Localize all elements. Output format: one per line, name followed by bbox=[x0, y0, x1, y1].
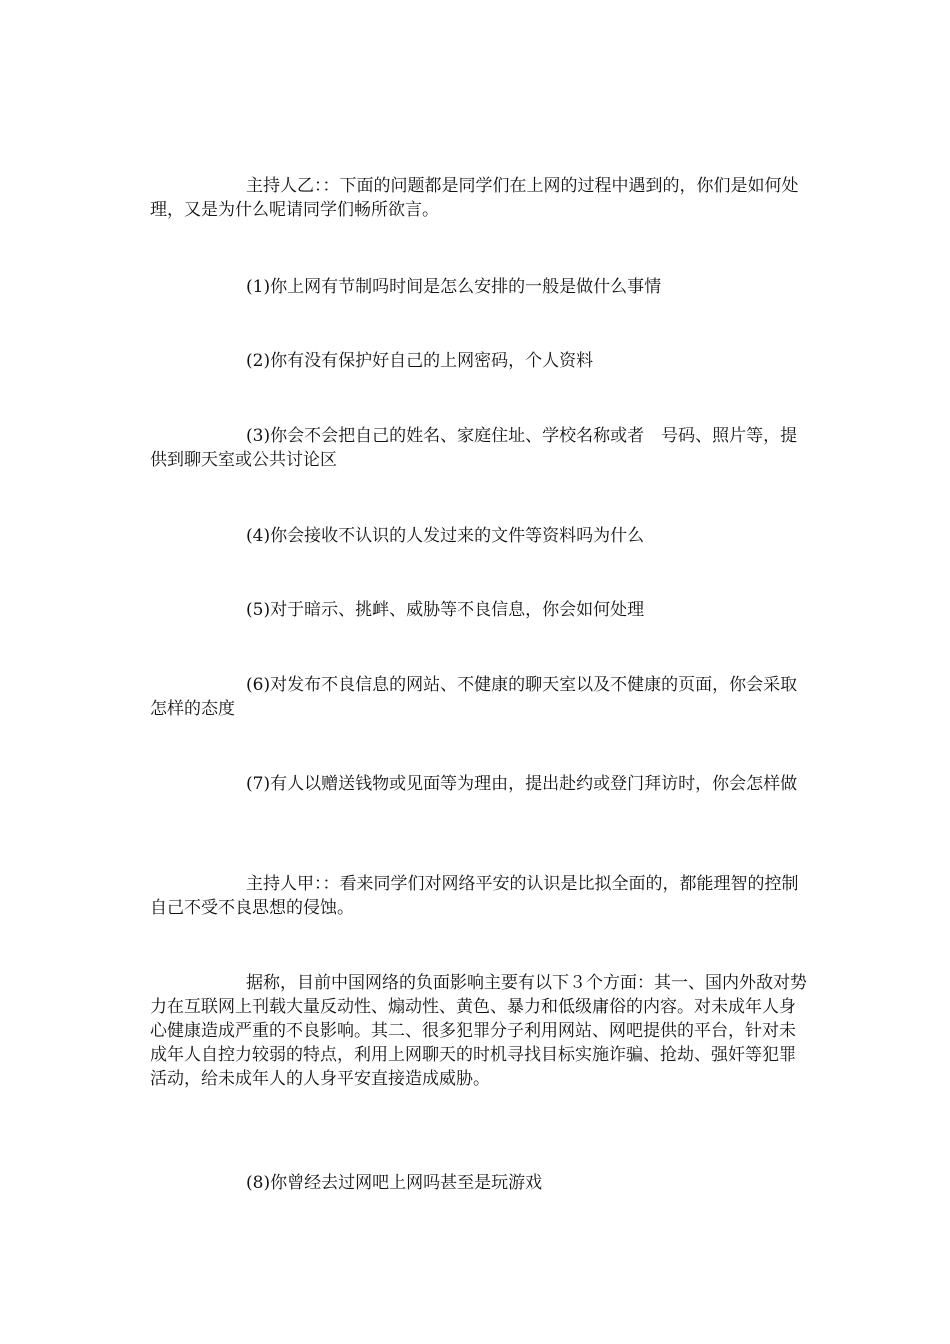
paragraph-question-6: (6)对发布不良信息的网站、不健康的聊天室以及不健康的页面，你会采取怎样的态度 bbox=[150, 675, 798, 719]
paragraph-question-8: (8)你曾经去过网吧上网吗甚至是玩游戏 bbox=[246, 1173, 543, 1193]
paragraph-negative-effects: 据称，目前中国网络的负面影响主要有以下３个方面：其一、国内外敌对势力在互联网上刊载大量反动性、煽动性、黄色、暴力和低级庸俗的内容。对未成年人身心健康造成严重的不良影响。其二、很多犯罪分子利用网站、网吧提供的平台，针对未成年人自控力较弱的特点，利用上网聊天的时机寻找目标实施诈骗、抢劫、强奸等犯罪活动，给未成年人的人身平安直接造成威胁。 bbox=[150, 973, 807, 1089]
paragraph-host-b-intro: 主持人乙：：下面的问题都是同学们在上网的过程中遇到的，你们是如何处理，又是为什么呢请同学们畅所欲言。 bbox=[150, 176, 799, 220]
paragraph-question-7: (7)有人以赠送钱物或见面等为理由，提出赴约或登门拜访时，你会怎样做 bbox=[246, 774, 798, 794]
paragraph-question-4: (4)你会接收不认识的人发过来的文件等资料吗为什么 bbox=[246, 526, 645, 546]
paragraph-question-1: (1)你上网有节制吗时间是怎么安排的一般是做什么事情 bbox=[246, 277, 662, 297]
paragraph-question-2: (2)你有没有保护好自己的上网密码，个人资料 bbox=[246, 351, 594, 371]
paragraph-question-3: (3)你会不会把自己的姓名、家庭住址、学校名称或者 号码、照片等，提供到聊天室或公共讨论区 bbox=[150, 426, 798, 470]
paragraph-host-a-summary: 主持人甲：：看来同学们对网络平安的认识是比拟全面的，都能理智的控制自己不受不良思想的侵蚀。 bbox=[150, 874, 799, 918]
paragraph-question-5: (5)对于暗示、挑衅、威胁等不良信息，你会如何处理 bbox=[246, 600, 645, 620]
